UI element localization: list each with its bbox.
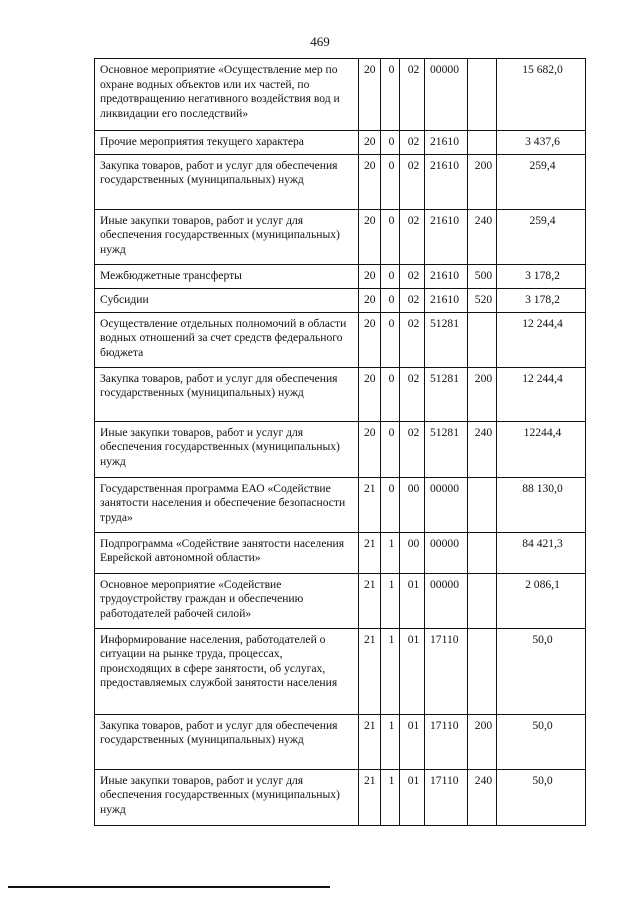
row-direction-code: 51281: [425, 367, 468, 421]
row-subprogram-code: 0: [381, 209, 400, 264]
row-direction-code: 21610: [425, 131, 468, 155]
row-amount: 50,0: [497, 714, 586, 769]
row-name: Иные закупки товаров, работ и услуг для обеспечения государственных (муниципальных) нужд: [95, 421, 359, 477]
row-program-code: 21: [359, 477, 381, 532]
table-row: [95, 131, 586, 155]
row-measure-code: 01: [400, 769, 425, 825]
row-measure-code: 02: [400, 209, 425, 264]
row-measure-code: 02: [400, 264, 425, 288]
table-row: [95, 532, 586, 573]
row-amount: 15 682,0: [497, 59, 586, 131]
row-name: Информирование населения, работодателей о ситуации на рынке труда, процессах, происходящих в сфере занятости, об услугах, предоставляемых службой занятости населения: [95, 628, 359, 714]
footer-divider: [8, 886, 330, 888]
row-direction-code: 17110: [425, 714, 468, 769]
row-expense-type: 200: [468, 714, 497, 769]
row-name: Осуществление отдельных полномочий в области водных отношений за счет средств федерального бюджета: [95, 312, 359, 367]
row-expense-type: [468, 573, 497, 628]
row-direction-code: 51281: [425, 312, 468, 367]
row-name: Закупка товаров, работ и услуг для обеспечения государственных (муниципальных) нужд: [95, 367, 359, 421]
row-direction-code: 00000: [425, 532, 468, 573]
row-amount: 3 437,6: [497, 131, 586, 155]
row-measure-code: 02: [400, 288, 425, 312]
row-amount: 12 244,4: [497, 367, 586, 421]
row-amount: 84 421,3: [497, 532, 586, 573]
row-program-code: 20: [359, 131, 381, 155]
row-measure-code: 02: [400, 131, 425, 155]
row-expense-type: 200: [468, 367, 497, 421]
row-expense-type: 240: [468, 209, 497, 264]
row-program-code: 21: [359, 714, 381, 769]
row-measure-code: 01: [400, 573, 425, 628]
row-expense-type: [468, 131, 497, 155]
row-program-code: 21: [359, 532, 381, 573]
row-direction-code: 00000: [425, 59, 468, 131]
row-subprogram-code: 1: [381, 573, 400, 628]
row-direction-code: 21610: [425, 264, 468, 288]
row-program-code: 20: [359, 209, 381, 264]
row-direction-code: 00000: [425, 477, 468, 532]
row-name: Межбюджетные трансферты: [95, 264, 359, 288]
row-expense-type: 240: [468, 769, 497, 825]
row-program-code: 21: [359, 628, 381, 714]
table-row: [95, 264, 586, 288]
row-amount: 3 178,2: [497, 264, 586, 288]
budget-table: [94, 58, 586, 826]
row-program-code: 20: [359, 421, 381, 477]
row-measure-code: 02: [400, 59, 425, 131]
row-measure-code: 02: [400, 421, 425, 477]
table-row: [95, 477, 586, 532]
row-expense-type: 240: [468, 421, 497, 477]
table-row: [95, 288, 586, 312]
row-program-code: 20: [359, 312, 381, 367]
row-amount: 12 244,4: [497, 312, 586, 367]
row-subprogram-code: 0: [381, 154, 400, 209]
row-amount: 259,4: [497, 209, 586, 264]
row-amount: 259,4: [497, 154, 586, 209]
row-measure-code: 01: [400, 714, 425, 769]
row-program-code: 21: [359, 769, 381, 825]
row-name: Закупка товаров, работ и услуг для обеспечения государственных (муниципальных) нужд: [95, 154, 359, 209]
table-row: [95, 59, 586, 131]
row-expense-type: [468, 532, 497, 573]
row-amount: 12244,4: [497, 421, 586, 477]
row-amount: 50,0: [497, 628, 586, 714]
row-subprogram-code: 0: [381, 288, 400, 312]
row-subprogram-code: 0: [381, 131, 400, 155]
table-row: [95, 573, 586, 628]
row-name: Основное мероприятие «Содействие трудоустройству граждан и обеспечению работодателей рабочей силой»: [95, 573, 359, 628]
row-program-code: 20: [359, 288, 381, 312]
budget-table-body: [95, 59, 586, 826]
table-row: [95, 714, 586, 769]
row-amount: 50,0: [497, 769, 586, 825]
row-name: Прочие мероприятия текущего характера: [95, 131, 359, 155]
table-row: [95, 154, 586, 209]
row-subprogram-code: 0: [381, 421, 400, 477]
row-subprogram-code: 1: [381, 628, 400, 714]
table-row: [95, 312, 586, 367]
table-row: [95, 209, 586, 264]
row-amount: 3 178,2: [497, 288, 586, 312]
row-expense-type: [468, 477, 497, 532]
row-program-code: 20: [359, 264, 381, 288]
row-subprogram-code: 0: [381, 367, 400, 421]
row-amount: 88 130,0: [497, 477, 586, 532]
row-subprogram-code: 0: [381, 264, 400, 288]
row-name: Закупка товаров, работ и услуг для обеспечения государственных (муниципальных) нужд: [95, 714, 359, 769]
row-measure-code: 02: [400, 367, 425, 421]
row-program-code: 20: [359, 59, 381, 131]
row-measure-code: 01: [400, 628, 425, 714]
row-name: Субсидии: [95, 288, 359, 312]
row-program-code: 20: [359, 154, 381, 209]
row-measure-code: 00: [400, 477, 425, 532]
row-subprogram-code: 1: [381, 769, 400, 825]
row-direction-code: 21610: [425, 209, 468, 264]
row-subprogram-code: 1: [381, 714, 400, 769]
row-name: Иные закупки товаров, работ и услуг для обеспечения государственных (муниципальных) нужд: [95, 209, 359, 264]
row-name: Государственная программа ЕАО «Содействие занятости населения и обеспечение безопасности труда»: [95, 477, 359, 532]
row-direction-code: 21610: [425, 288, 468, 312]
row-measure-code: 02: [400, 154, 425, 209]
row-expense-type: [468, 312, 497, 367]
row-direction-code: 00000: [425, 573, 468, 628]
row-expense-type: [468, 59, 497, 131]
row-program-code: 21: [359, 573, 381, 628]
row-expense-type: 200: [468, 154, 497, 209]
table-row: [95, 628, 586, 714]
row-direction-code: 17110: [425, 769, 468, 825]
row-direction-code: 17110: [425, 628, 468, 714]
row-name: Иные закупки товаров, работ и услуг для обеспечения государственных (муниципальных) нужд: [95, 769, 359, 825]
row-direction-code: 21610: [425, 154, 468, 209]
table-row: [95, 367, 586, 421]
page-number: 469: [310, 34, 330, 49]
row-subprogram-code: 1: [381, 532, 400, 573]
row-name: Основное мероприятие «Осуществление мер по охране водных объектов или их частей, по предотвращению негативного воздействия вод и ликвидации его последствий»: [95, 59, 359, 131]
row-program-code: 20: [359, 367, 381, 421]
row-subprogram-code: 0: [381, 59, 400, 131]
row-subprogram-code: 0: [381, 477, 400, 532]
table-row: [95, 421, 586, 477]
row-measure-code: 00: [400, 532, 425, 573]
row-subprogram-code: 0: [381, 312, 400, 367]
row-expense-type: [468, 628, 497, 714]
row-expense-type: 500: [468, 264, 497, 288]
row-amount: 2 086,1: [497, 573, 586, 628]
row-expense-type: 520: [468, 288, 497, 312]
row-name: Подпрограмма «Содействие занятости населения Еврейской автономной области»: [95, 532, 359, 573]
table-row: [95, 769, 586, 825]
row-measure-code: 02: [400, 312, 425, 367]
row-direction-code: 51281: [425, 421, 468, 477]
